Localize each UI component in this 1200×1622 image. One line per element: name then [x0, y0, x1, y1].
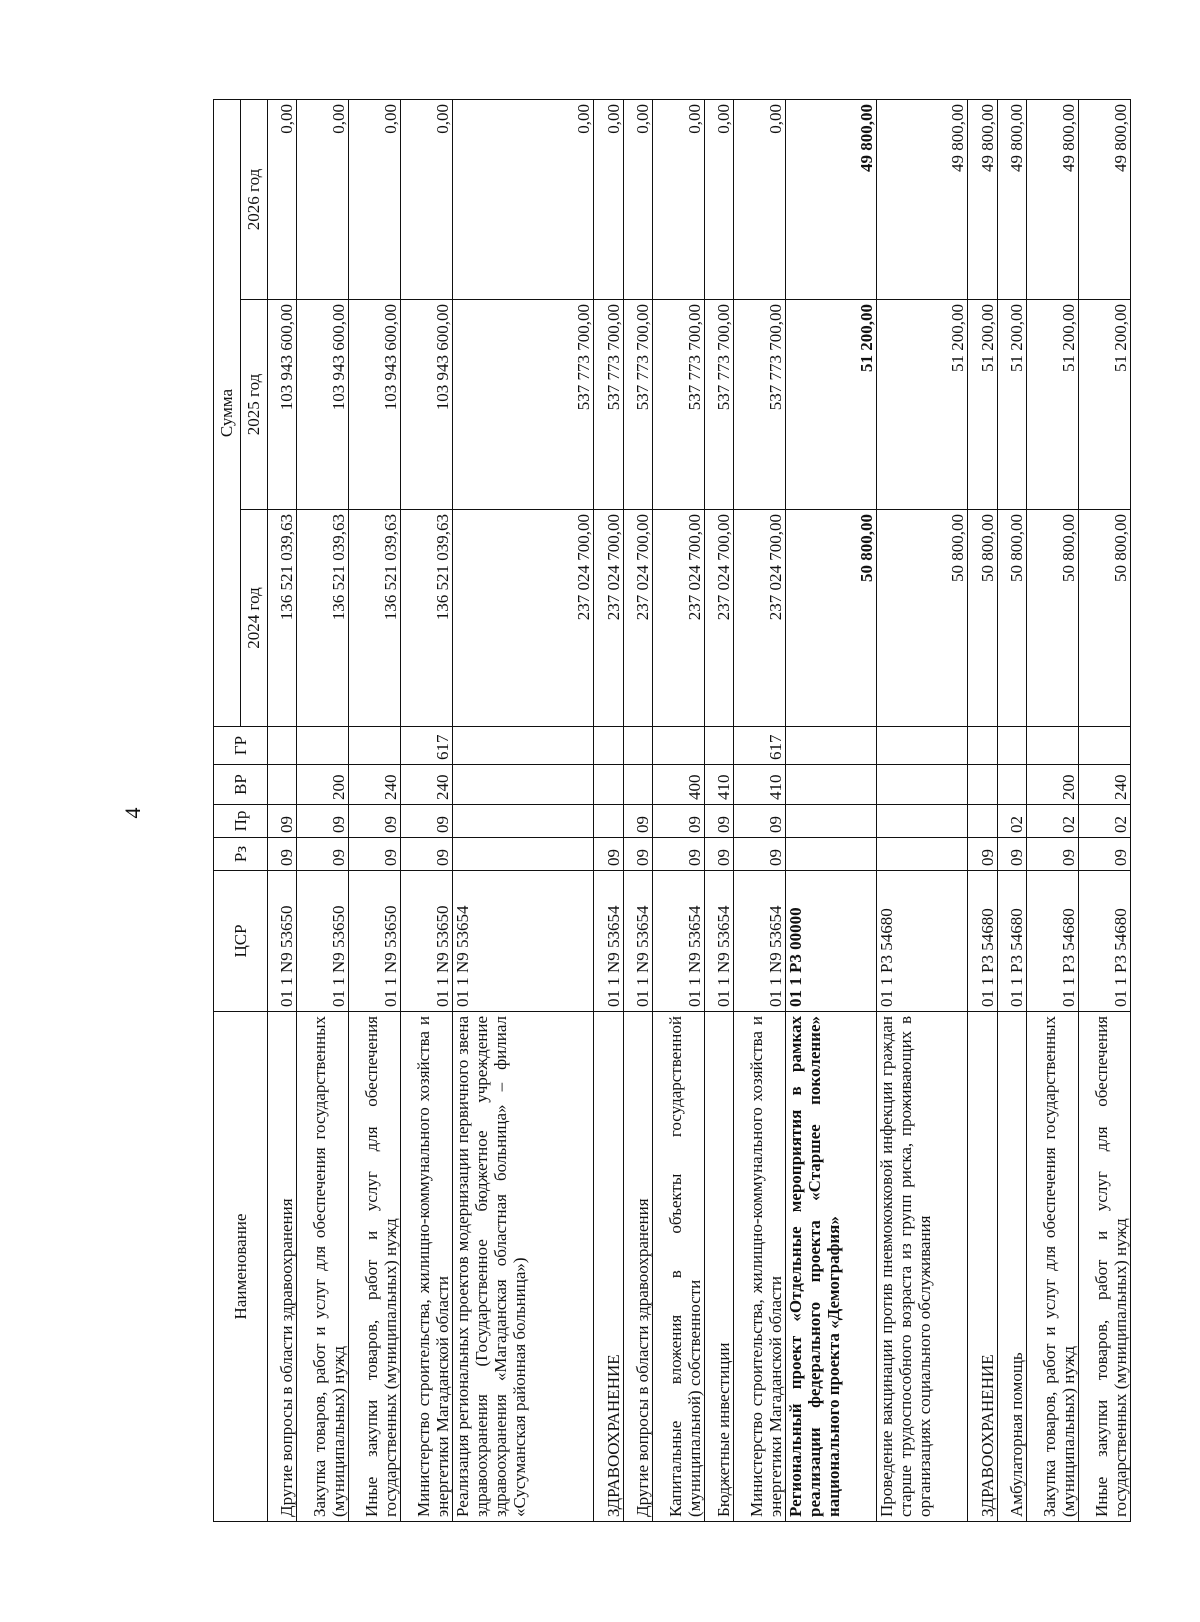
row-sum-2026: 0,00 [297, 100, 349, 300]
row-vr: 240 [1078, 765, 1130, 805]
row-rz: 09 [1026, 838, 1078, 871]
row-sum-2026: 0,00 [268, 100, 297, 300]
row-csr: 01 1 P3 54680 [1026, 871, 1078, 1012]
row-pr [786, 805, 877, 838]
row-sum-2026: 49 800,00 [997, 100, 1026, 300]
row-name: ЗДРАВООХРАНЕНИЕ [968, 1012, 997, 1522]
row-csr: 01 1 N9 53654 [623, 871, 652, 1012]
row-name: Министерство строительства, жилищно-коммунального хозяйства и энергетики Магаданской области [401, 1012, 453, 1522]
row-sum-2025: 51 200,00 [1078, 300, 1130, 510]
row-sum-2024: 136 521 039,63 [268, 510, 297, 727]
row-sum-2024: 136 521 039,63 [401, 510, 453, 727]
row-pr: 09 [704, 805, 733, 838]
row-csr: 01 1 N9 53654 [453, 871, 594, 1012]
row-sum-2025: 51 200,00 [968, 300, 997, 510]
row-vr [268, 765, 297, 805]
row-vr: 240 [349, 765, 401, 805]
row-sum-2025: 103 943 600,00 [297, 300, 349, 510]
row-csr: 01 1 P3 54680 [997, 871, 1026, 1012]
row-sum-2025: 537 773 700,00 [594, 300, 623, 510]
row-rz: 09 [349, 838, 401, 871]
row-name: ЗДРАВООХРАНЕНИЕ [594, 1012, 623, 1522]
row-gr [1026, 727, 1078, 765]
row-sum-2025: 537 773 700,00 [704, 300, 733, 510]
row-vr [877, 765, 968, 805]
header-2025: 2025 год [241, 300, 268, 510]
row-vr: 410 [704, 765, 733, 805]
row-name: Закупка товаров, работ и услуг для обеспечения государственных (муниципальных) нужд [1026, 1012, 1078, 1522]
row-pr: 09 [297, 805, 349, 838]
row-rz: 09 [997, 838, 1026, 871]
row-csr: 01 1 P3 54680 [1078, 871, 1130, 1012]
row-csr: 01 1 N9 53654 [734, 871, 786, 1012]
row-sum-2026: 0,00 [401, 100, 453, 300]
row-gr [877, 727, 968, 765]
row-gr: 617 [401, 727, 453, 765]
row-sum-2026: 0,00 [594, 100, 623, 300]
budget-table [213, 99, 1131, 1522]
row-gr [349, 727, 401, 765]
row-rz [453, 838, 594, 871]
row-rz: 09 [704, 838, 733, 871]
row-vr [968, 765, 997, 805]
table-row [453, 100, 594, 1522]
row-sum-2026: 0,00 [349, 100, 401, 300]
header-pr: Пр [214, 805, 268, 838]
row-rz: 09 [623, 838, 652, 871]
row-pr: 09 [401, 805, 453, 838]
row-rz: 09 [1078, 838, 1130, 871]
row-sum-2026: 0,00 [734, 100, 786, 300]
row-vr: 400 [652, 765, 704, 805]
row-sum-2025: 537 773 700,00 [652, 300, 704, 510]
row-rz [877, 838, 968, 871]
row-csr: 01 1 P3 54680 [968, 871, 997, 1012]
row-sum-2025: 537 773 700,00 [453, 300, 594, 510]
row-rz: 09 [297, 838, 349, 871]
row-csr: 01 1 N9 53650 [297, 871, 349, 1012]
row-sum-2024: 237 024 700,00 [652, 510, 704, 727]
row-pr [453, 805, 594, 838]
row-gr [1078, 727, 1130, 765]
row-csr: 01 1 N9 53650 [401, 871, 453, 1012]
row-pr: 02 [1078, 805, 1130, 838]
row-pr: 09 [268, 805, 297, 838]
row-pr [594, 805, 623, 838]
row-rz: 09 [968, 838, 997, 871]
row-vr [453, 765, 594, 805]
row-name: Иные закупки товаров, работ и услуг для обеспечения государственных (муниципальных) нужд [349, 1012, 401, 1522]
row-sum-2024: 237 024 700,00 [623, 510, 652, 727]
row-gr [786, 727, 877, 765]
row-name: Региональный проект «Отдельные мероприятия в рамках реализации федерального проекта «Старшее поколение» национального проекта «Демография» [786, 1012, 877, 1522]
row-gr [968, 727, 997, 765]
row-sum-2024: 237 024 700,00 [453, 510, 594, 727]
row-rz: 09 [594, 838, 623, 871]
row-sum-2024: 237 024 700,00 [594, 510, 623, 727]
row-vr [594, 765, 623, 805]
row-vr: 240 [401, 765, 453, 805]
row-gr [623, 727, 652, 765]
table-row [652, 100, 704, 1522]
row-pr [877, 805, 968, 838]
table-row [968, 100, 997, 1522]
row-sum-2026: 49 800,00 [1026, 100, 1078, 300]
table-row [1078, 100, 1130, 1522]
row-csr: 01 1 N9 53654 [652, 871, 704, 1012]
row-sum-2024: 237 024 700,00 [704, 510, 733, 727]
row-sum-2026: 0,00 [453, 100, 594, 300]
row-sum-2024: 136 521 039,63 [349, 510, 401, 727]
row-name: Другие вопросы в области здравоохранения [623, 1012, 652, 1522]
row-pr: 02 [997, 805, 1026, 838]
row-csr: 01 1 N9 53650 [268, 871, 297, 1012]
row-sum-2025: 51 200,00 [997, 300, 1026, 510]
table-row [349, 100, 401, 1522]
row-csr: 01 1 N9 53650 [349, 871, 401, 1012]
row-gr [268, 727, 297, 765]
row-sum-2026: 49 800,00 [877, 100, 968, 300]
row-name: Реализация региональных проектов модернизации первичного звена здравоохранения (Государственное бюджетное учреждение здравоохранения «Магаданская областная больница» – филиал «Сусуманская районная больница») [453, 1012, 594, 1522]
row-vr [786, 765, 877, 805]
row-csr: 01 1 P3 00000 [786, 871, 877, 1012]
row-csr: 01 1 N9 53654 [594, 871, 623, 1012]
row-name: Другие вопросы в области здравоохранения [268, 1012, 297, 1522]
row-sum-2026: 49 800,00 [1078, 100, 1130, 300]
row-gr [704, 727, 733, 765]
header-2024: 2024 год [241, 510, 268, 727]
table-row [877, 100, 968, 1522]
row-rz: 09 [652, 838, 704, 871]
row-name: Министерство строительства, жилищно-коммунального хозяйства и энергетики Магаданской области [734, 1012, 786, 1522]
row-name: Закупка товаров, работ и услуг для обеспечения государственных (муниципальных) нужд [297, 1012, 349, 1522]
row-sum-2026: 49 800,00 [968, 100, 997, 300]
row-sum-2025: 103 943 600,00 [401, 300, 453, 510]
row-pr: 09 [623, 805, 652, 838]
row-sum-2024: 50 800,00 [997, 510, 1026, 727]
row-sum-2025: 103 943 600,00 [268, 300, 297, 510]
row-sum-2024: 50 800,00 [877, 510, 968, 727]
page-number: 4 [120, 807, 145, 819]
row-gr [453, 727, 594, 765]
table-row [268, 100, 297, 1522]
row-sum-2026: 0,00 [623, 100, 652, 300]
row-gr [297, 727, 349, 765]
table-body [268, 100, 1131, 1522]
row-sum-2024: 50 800,00 [968, 510, 997, 727]
row-sum-2025: 51 200,00 [786, 300, 877, 510]
header-vr: ВР [214, 765, 268, 805]
row-gr: 617 [734, 727, 786, 765]
row-sum-2024: 50 800,00 [1026, 510, 1078, 727]
row-name: Капитальные вложения в объекты государственной (муниципальной) собственности [652, 1012, 704, 1522]
header-2026: 2026 год [241, 100, 268, 300]
table-row [594, 100, 623, 1522]
row-pr: 09 [734, 805, 786, 838]
row-sum-2026: 49 800,00 [786, 100, 877, 300]
row-sum-2024: 50 800,00 [786, 510, 877, 727]
row-name: Иные закупки товаров, работ и услуг для обеспечения государственных (муниципальных) нужд [1078, 1012, 1130, 1522]
header-name: Наименование [214, 1012, 268, 1522]
table-row [734, 100, 786, 1522]
row-gr [997, 727, 1026, 765]
table-row [997, 100, 1026, 1522]
row-sum-2026: 0,00 [652, 100, 704, 300]
row-name: Проведение вакцинации против пневмококковой инфекции граждан старше трудоспособного возраста из групп риска, проживающих в организациях социального обслуживания [877, 1012, 968, 1522]
row-gr [594, 727, 623, 765]
row-name: Бюджетные инвестиции [704, 1012, 733, 1522]
row-pr: 09 [652, 805, 704, 838]
row-sum-2025: 537 773 700,00 [734, 300, 786, 510]
row-gr [652, 727, 704, 765]
header-rz: Рз [214, 838, 268, 871]
row-vr: 200 [1026, 765, 1078, 805]
row-sum-2025: 537 773 700,00 [623, 300, 652, 510]
row-rz: 09 [401, 838, 453, 871]
table-row [786, 100, 877, 1522]
row-sum-2024: 136 521 039,63 [297, 510, 349, 727]
row-vr: 200 [297, 765, 349, 805]
table-row [401, 100, 453, 1522]
row-sum-2026: 0,00 [704, 100, 733, 300]
table-row [704, 100, 733, 1522]
row-rz: 09 [734, 838, 786, 871]
row-csr: 01 1 N9 53654 [704, 871, 733, 1012]
table-row [1026, 100, 1078, 1522]
table-row [297, 100, 349, 1522]
row-csr: 01 1 P3 54680 [877, 871, 968, 1012]
header-csr: ЦСР [214, 871, 268, 1012]
row-pr: 09 [349, 805, 401, 838]
row-pr: 02 [1026, 805, 1078, 838]
row-sum-2025: 103 943 600,00 [349, 300, 401, 510]
header-gr: ГР [214, 727, 268, 765]
row-sum-2025: 51 200,00 [1026, 300, 1078, 510]
table-row [623, 100, 652, 1522]
row-vr [623, 765, 652, 805]
row-sum-2024: 50 800,00 [1078, 510, 1130, 727]
row-name: Амбулаторная помощь [997, 1012, 1026, 1522]
row-rz [786, 838, 877, 871]
row-rz: 09 [268, 838, 297, 871]
row-vr: 410 [734, 765, 786, 805]
row-vr [997, 765, 1026, 805]
row-pr [968, 805, 997, 838]
row-sum-2025: 51 200,00 [877, 300, 968, 510]
header-sum: Сумма [214, 100, 241, 727]
rotated-table-wrapper [213, 100, 1131, 1522]
row-sum-2024: 237 024 700,00 [734, 510, 786, 727]
